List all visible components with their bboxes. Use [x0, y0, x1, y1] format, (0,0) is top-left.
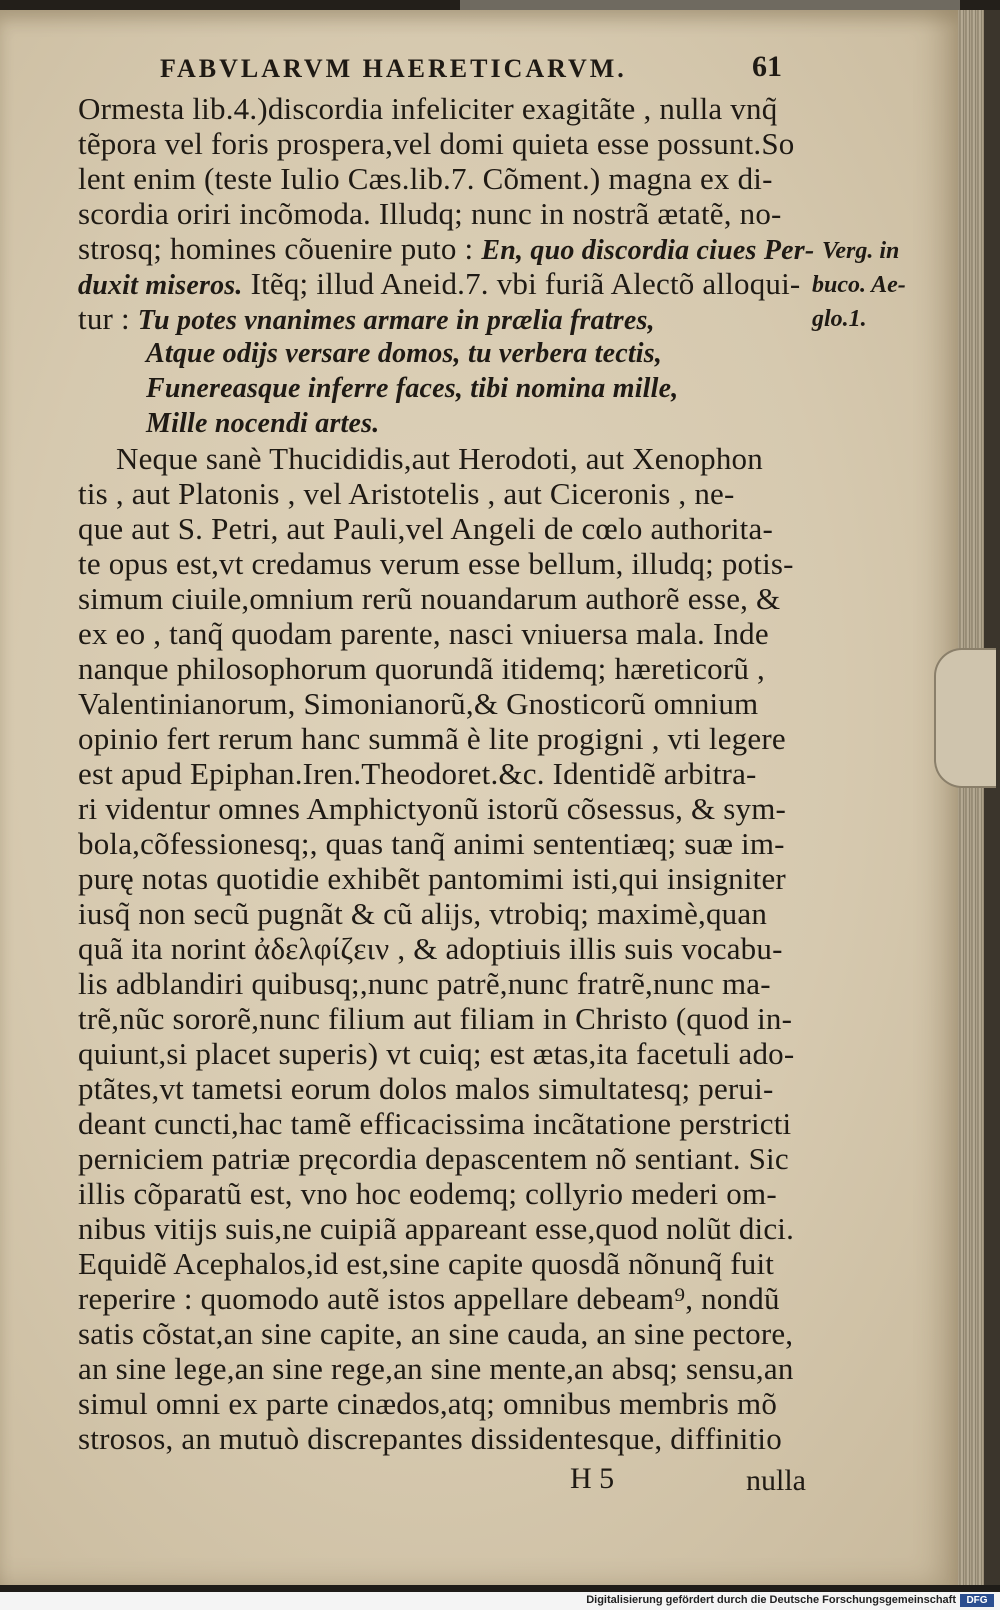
text-line-7: [78, 302, 655, 338]
text-line-31: perniciem patriæ pręcordia depascentem nõ sentiant. Sic: [78, 1141, 789, 1176]
text-line-33: nibus vitijs suis,ne cuipiã appareant esse,quod nolũt dici.: [78, 1211, 795, 1246]
text-line-14: te opus est,vt credamus verum esse bellum, illudq; potis-: [78, 546, 794, 581]
text-line-29: ptãtes,vt tametsi eorum dolos malos simultatesq; perui-: [78, 1071, 774, 1106]
quote-verse-end: duxit miseros.: [78, 270, 243, 301]
running-head-title: FABVLARVM HAERETICARVM.: [160, 54, 627, 83]
text-line-18: Valentinianorum, Simonianorũ,& Gnosticorũ omnium: [78, 686, 759, 721]
page-edge-tab: [934, 648, 996, 788]
text-line-39: strosos, an mutuò discrepantes dissidentesque, diffinitio: [78, 1421, 782, 1456]
text-line-36: satis cõstat,an sine capite, an sine cauda, an sine pectore,: [78, 1316, 794, 1351]
dfg-logo: DFG: [960, 1594, 994, 1607]
text-line-1: Ormesta lib.4.)discordia infeliciter exagitãte , nulla vnq̃: [78, 91, 778, 126]
text-line-13: que aut S. Petri, aut Pauli,vel Angeli de cœlo authorita-: [78, 511, 773, 546]
text-line-34: Equidẽ Acephalos,id est,sine capite quosdã nõnunq̃ fuit: [78, 1246, 775, 1281]
text-line-20: est apud Epiphan.Iren.Theodoret.&c. Identidẽ arbitra-: [78, 756, 757, 791]
text-line-6: [78, 267, 800, 303]
text-line-12: tis , aut Platonis , vel Aristotelis , aut Ciceronis , ne-: [78, 476, 735, 511]
text-line-19: opinio fert rerum hanc summã è lite progigni , vti legere: [78, 721, 786, 756]
text-line-25: quã ita norint ἀδελφίζειν , & adoptiuis illis suis vocabu-: [78, 931, 783, 966]
text-line-27: trẽ,nũc sororẽ,nunc filium aut filiam in Christo (quod in-: [78, 1001, 793, 1036]
text-line-24: iusq̃ non secũ pugnãt & cũ alijs, vtrobiq; maximè,quan: [78, 896, 768, 931]
digitization-credit: Digitalisierung gefördert durch die Deutsche Forschungsgemeinschaft: [586, 1594, 956, 1606]
page-edge-shadow: [984, 10, 1000, 1585]
text-line-23: purę notas quotidie exhibẽt pantomimi isti,qui insigniter: [78, 861, 786, 896]
page-number: 61: [752, 50, 782, 83]
quote-verse-line-1: Tu potes vnanimes armare in prælia fratres,: [137, 305, 655, 336]
text-line-28: quiunt,si placet superis) vt cuiq; est ætas,ita facetuli ado-: [78, 1036, 795, 1071]
text-line-38: simul omni ex parte cinædos,atq; omnibus membris mõ: [78, 1386, 778, 1421]
text-line-21: ri videntur omnes Amphictyonũ istorũ cõsessus, & sym-: [78, 791, 787, 826]
text-line-35: reperire : quomodo autẽ istos appellare debeam⁹, nondũ: [78, 1281, 780, 1316]
text-line-16: ex eo , tanq̃ quodam parente, nasci vniuersa mala. Inde: [78, 616, 769, 651]
facing-leaf-edge: [460, 0, 960, 10]
text-line-26: lis adblandiri quibusq;,nunc patrẽ,nunc fratrẽ,nunc ma-: [78, 966, 771, 1001]
catchword: nulla: [746, 1464, 806, 1497]
text-line-32: illis cõparatũ est, vno hoc eodemq; collyrio mederi om-: [78, 1176, 777, 1211]
text-line-37: an sine lege,an sine rege,an sine mente,an absq; sensu,an: [78, 1351, 794, 1386]
margin-note-line-2: buco. Ae-: [812, 272, 906, 298]
quote-verse-line-2: Atque odijs versare domos, tu verbera tectis,: [146, 338, 663, 369]
quote-verse-line-3: Funereasque inferre faces, tibi nomina mille,: [146, 373, 679, 404]
quote-verse-line-4: Mille nocendi artes.: [146, 408, 380, 439]
text-line-15: simum ciuile,omnium rerũ nouandarum authorẽ esse, &: [78, 581, 781, 616]
text-line-7-roman: tur :: [78, 301, 130, 336]
signature-mark: H 5: [570, 1462, 615, 1495]
text-line-17: nanque philosophorum quorundã itidemq; hæreticorũ ,: [78, 651, 765, 686]
text-line-22: bola,cõfessionesq;, quas tanq̃ animi sententiæq; suæ im-: [78, 826, 785, 861]
text-line-2: tẽpora vel foris prospera,vel domi quieta esse possunt.So: [78, 126, 795, 161]
quote-verse-inline: En, quo discordia ciues Per-: [481, 235, 815, 266]
text-line-30: deant cuncti,hac tamẽ efficacissima incãtatione perstricti: [78, 1106, 792, 1141]
text-line-5-roman: strosq; homines cõuenire puto :: [78, 231, 474, 266]
text-line-5: [78, 232, 814, 268]
text-line-3: lent enim (teste Iulio Cæs.lib.7. Cõment.) magna ex di-: [78, 161, 773, 196]
text-line-11: Neque sanè Thucididis,aut Herodoti, aut Xenophon: [116, 441, 763, 476]
margin-note-line-3: glo.1.: [812, 306, 867, 332]
text-line-6-roman: Itẽq; illud Aneid.7. vbi furiã Alectõ alloqui-: [250, 266, 801, 301]
margin-note-line-1: Verg. in: [822, 238, 900, 264]
text-line-4: scordia oriri incõmoda. Illudq; nunc in nostrã ætatẽ, no-: [78, 196, 782, 231]
